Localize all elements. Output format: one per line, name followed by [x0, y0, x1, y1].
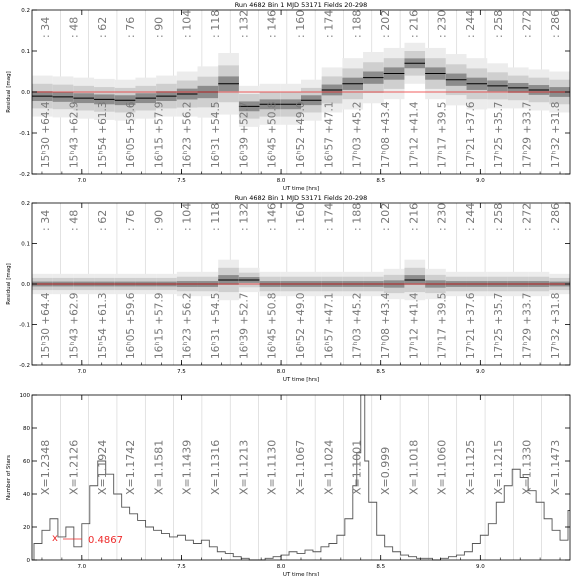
airmass-label: X=1.1018: [407, 439, 421, 495]
time-dec-label: 16ʰ23 +56.2: [181, 292, 194, 359]
time-dec-label: 17ʰ32 +31.8: [549, 101, 562, 168]
time-dec-label: 16ʰ57 +47.1: [323, 101, 336, 168]
airmass-label: X=1.2348: [39, 439, 53, 495]
field-number-label: : 90: [152, 209, 166, 231]
field-number-label: : 34: [39, 16, 53, 38]
y-tick-label: 0.2: [21, 201, 30, 207]
field-number-label: : 62: [95, 209, 109, 231]
field-number-label: : 258: [492, 202, 506, 231]
x-tick-label: 9.0: [475, 564, 485, 570]
chart-panel-3: [6, 393, 570, 576]
x-tick-label: 8.0: [276, 564, 286, 570]
field-number-label: : 48: [67, 209, 81, 231]
time-dec-label: 17ʰ21 +37.6: [464, 101, 477, 168]
time-dec-label: 16ʰ39 +52.7: [238, 292, 251, 359]
airmass-label: X=1.1581: [152, 439, 166, 495]
time-dec-label: 15ʰ30 +64.4: [40, 101, 53, 168]
y-tick-label: 40: [23, 492, 30, 498]
airmass-label: X=1.1330: [520, 439, 534, 495]
time-dec-label: 16ʰ52 +49.0: [295, 101, 307, 168]
field-number-label: : 160: [294, 202, 307, 231]
time-dec-label: 16ʰ45 +50.8: [266, 101, 279, 168]
time-dec-label: 16ʰ52 +49.0: [295, 292, 307, 359]
y-tick-label: 0: [26, 558, 30, 564]
field-number-label: : 146: [265, 202, 279, 231]
x-tick-label: 8.0: [276, 178, 286, 184]
x-tick-label: 7.5: [177, 178, 186, 184]
field-number-label: : 202: [378, 202, 392, 231]
airmass-label: X=1.1213: [237, 439, 251, 495]
time-dec-label: 16ʰ31 +54.5: [210, 101, 223, 168]
airmass-label: X=1.1215: [492, 439, 506, 495]
chart-panel-2: [6, 194, 570, 383]
field-number-label: : 230: [435, 9, 449, 38]
field-number-label: : 76: [124, 16, 138, 38]
field-number-label: : 286: [548, 9, 562, 38]
chart-title: Run 4682 Bin 1 MJD 53171 Fields 20-298: [234, 194, 368, 202]
time-dec-label: 16ʰ31 +54.5: [210, 292, 223, 359]
time-dec-label: 16ʰ45 +50.8: [266, 292, 279, 359]
airmass-label: X=1.1742: [124, 439, 138, 495]
airmass-label: X=1.1439: [180, 439, 194, 495]
y-tick-label: -0.2: [19, 363, 30, 369]
time-dec-label: 16ʰ05 +59.6: [125, 101, 138, 168]
airmass-label: X=1.1473: [548, 439, 562, 495]
y-tick-label: 60: [23, 459, 30, 465]
x-tick-label: 7.0: [77, 369, 87, 375]
annotation-marker: x: [52, 533, 58, 544]
field-number-label: : 118: [209, 202, 223, 231]
time-dec-label: 17ʰ03 +45.2: [351, 101, 364, 168]
y-tick-label: 100: [19, 393, 30, 399]
field-number-label: : 34: [39, 209, 53, 231]
field-number-label: : 188: [350, 9, 364, 38]
x-tick-label: 7.0: [77, 178, 87, 184]
time-dec-label: 17ʰ29 +33.7: [521, 292, 534, 359]
y-tick-label: -0.1: [19, 131, 30, 137]
airmass-label: X=1.1316: [209, 439, 223, 495]
field-number-label: : 174: [322, 202, 336, 231]
x-tick-label: 9.0: [475, 178, 485, 184]
time-dec-label: 17ʰ08 +43.4: [379, 101, 392, 168]
y-tick-label: 0.0: [21, 90, 30, 96]
y-tick-label: 0.1: [21, 49, 30, 55]
x-tick-label: 7.5: [177, 564, 186, 570]
field-number-label: : 62: [95, 16, 109, 38]
chart-panel-1: [6, 1, 570, 192]
time-dec-label: 15ʰ43 +62.9: [68, 101, 81, 168]
airmass-label: X=1.1067: [294, 439, 307, 495]
airmass-label: X=1.1024: [322, 439, 336, 495]
field-number-label: : 244: [463, 202, 477, 231]
y-axis-label: Number of Stars: [6, 454, 12, 501]
time-dec-label: 17ʰ25 +35.7: [493, 292, 506, 359]
x-tick-label: 7.5: [177, 369, 186, 375]
y-tick-label: 0.1: [21, 241, 30, 248]
time-dec-label: 15ʰ54 +61.3: [96, 101, 109, 168]
x-axis-label: UT time [hrs]: [282, 186, 320, 192]
time-dec-label: 16ʰ57 +47.1: [323, 292, 336, 359]
x-axis-label: UT time [hrs]: [282, 572, 320, 576]
field-number-label: : 90: [152, 16, 166, 38]
field-number-label: : 174: [322, 9, 336, 38]
time-dec-label: 17ʰ17 +39.5: [436, 292, 449, 359]
field-number-label: : 146: [265, 9, 279, 38]
field-number-label: : 286: [548, 202, 562, 231]
x-tick-label: 8.0: [276, 369, 286, 375]
time-dec-label: 17ʰ17 +39.5: [436, 101, 449, 168]
time-dec-label: 17ʰ08 +43.4: [379, 292, 392, 359]
field-number-label: : 244: [463, 9, 477, 38]
field-number-label: : 48: [67, 16, 81, 38]
field-number-label: : 188: [350, 202, 364, 231]
field-number-label: : 258: [492, 9, 506, 38]
time-dec-label: 15ʰ30 +64.4: [40, 292, 53, 359]
annotation-value: 0.4867: [88, 535, 123, 546]
airmass-label: X=0.999: [378, 446, 392, 495]
airmass-label: X=1.2126: [67, 439, 81, 495]
field-number-label: : 272: [520, 9, 534, 38]
time-dec-label: 16ʰ05 +59.6: [125, 292, 138, 359]
airmass-label: X=1.1125: [463, 439, 477, 495]
time-dec-label: 16ʰ15 +57.9: [153, 101, 166, 168]
time-dec-label: 15ʰ54 +61.3: [96, 292, 109, 359]
y-tick-label: -0.2: [19, 172, 30, 178]
airmass-label: X=1.1924: [95, 439, 109, 495]
time-dec-label: 16ʰ39 +52.7: [238, 101, 251, 168]
time-dec-label: 17ʰ32 +31.8: [549, 292, 562, 359]
x-axis-label: UT time [hrs]: [282, 377, 320, 383]
field-number-label: : 160: [294, 9, 307, 38]
time-dec-label: 16ʰ15 +57.9: [153, 292, 166, 359]
y-tick-label: -0.1: [19, 322, 30, 329]
time-dec-label: 17ʰ21 +37.6: [464, 292, 477, 359]
field-number-label: : 230: [435, 202, 449, 231]
field-number-label: : 202: [378, 9, 392, 38]
chart-title: Run 4682 Bin 1 MJD 53171 Fields 20-298: [234, 1, 368, 9]
field-number-label: : 272: [520, 202, 534, 231]
field-number-label: : 104: [180, 9, 194, 38]
time-dec-label: 17ʰ25 +35.7: [493, 101, 506, 168]
x-tick-label: 7.0: [77, 564, 87, 570]
y-tick-label: 20: [23, 525, 30, 531]
y-axis-label: Residual [mag]: [6, 71, 12, 113]
field-number-label: : 104: [180, 202, 194, 231]
x-tick-label: 9.0: [475, 369, 485, 375]
time-dec-label: 17ʰ12 +41.4: [408, 101, 421, 168]
x-tick-label: 8.5: [376, 564, 386, 570]
airmass-label: X=1.1060: [435, 439, 449, 495]
time-dec-label: 15ʰ43 +62.9: [68, 292, 81, 359]
airmass-label: X=1.1001: [350, 439, 364, 495]
airmass-label: X=1.1130: [265, 439, 279, 495]
y-axis-label: Residual [mag]: [6, 263, 12, 305]
time-dec-label: 16ʰ23 +56.2: [181, 101, 194, 168]
y-tick-label: 0.2: [21, 8, 30, 14]
field-number-label: : 118: [209, 9, 223, 38]
time-dec-label: 17ʰ12 +41.4: [408, 292, 421, 359]
y-tick-label: 0.0: [21, 282, 30, 288]
field-number-label: : 132: [237, 202, 251, 231]
field-number-label: : 76: [124, 209, 138, 231]
y-tick-label: 80: [23, 426, 30, 432]
time-dec-label: 17ʰ29 +33.7: [521, 101, 534, 168]
x-tick-label: 8.5: [376, 178, 386, 184]
x-tick-label: 8.5: [376, 369, 386, 375]
field-number-label: : 132: [237, 9, 251, 38]
field-number-label: : 216: [407, 202, 421, 231]
field-number-label: : 216: [407, 9, 421, 38]
time-dec-label: 17ʰ03 +45.2: [351, 292, 364, 359]
